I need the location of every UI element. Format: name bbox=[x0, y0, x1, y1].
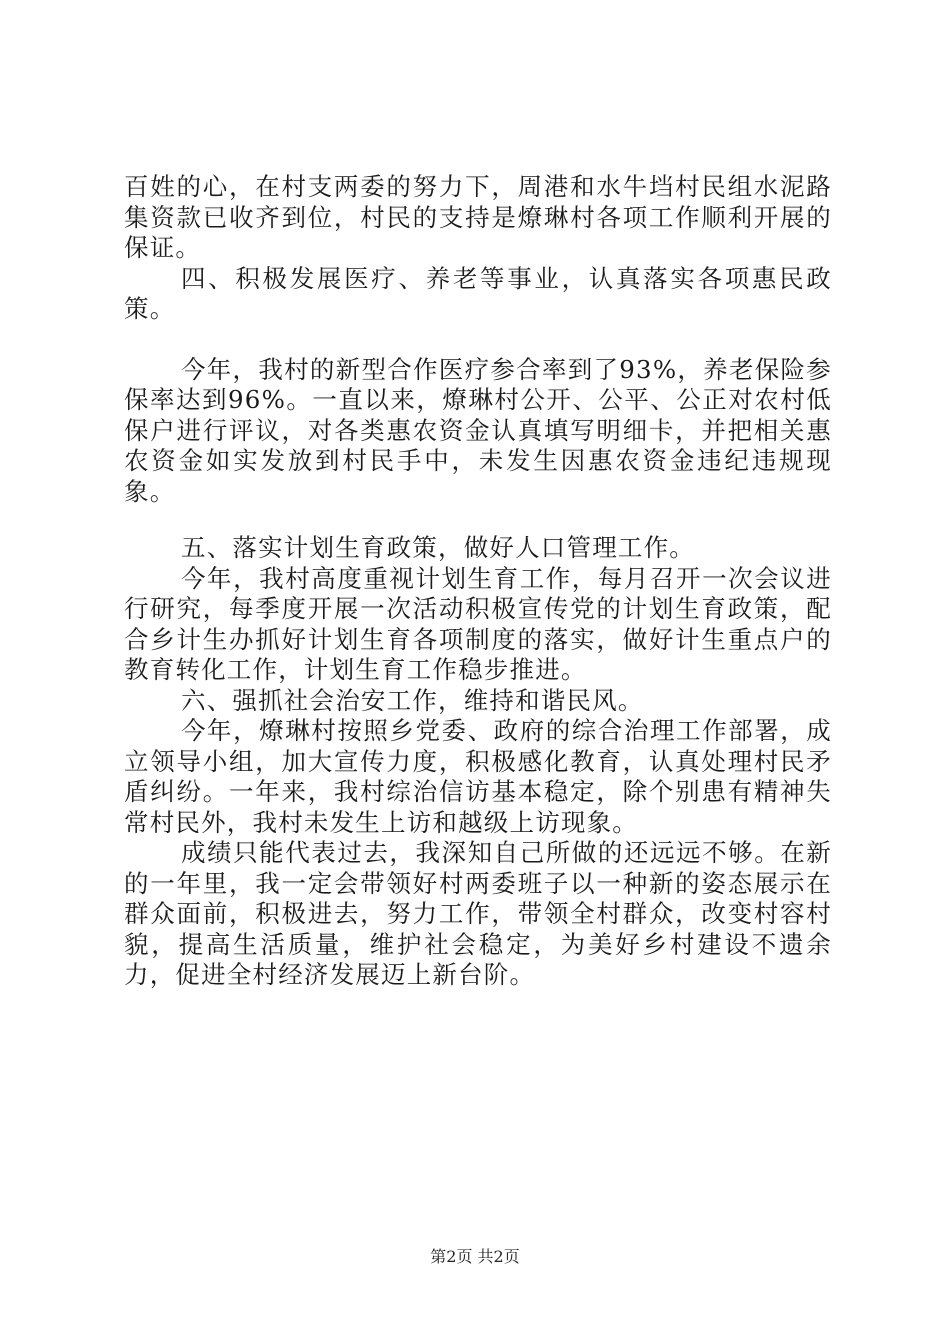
section-heading-4: 四、积极发展医疗、养老等事业，认真落实各项惠民政策。 bbox=[124, 263, 832, 323]
paragraph-medical: 今年，我村的新型合作医疗参合率到了93%，养老保险参保率达到96%。一直以来，燎琳村公开、公平、公正对农村低保户进行评议，对各类惠农资金认真填写明细卡，并把相关惠农资金如实发放到村民手中，未发生因惠农资金违纪违规现象。 bbox=[124, 354, 832, 506]
section-heading-5: 五、落实计划生育政策，做好人口管理工作。 bbox=[181, 533, 695, 562]
page-number-footer: 第2页 共2页 bbox=[430, 1247, 520, 1266]
paragraph-family-planning: 今年，我村高度重视计划生育工作，每月召开一次会议进行研究，每季度开展一次活动积极宣传党的计划生育政策，配合乡计生办抓好计划生育各项制度的落实，做好计生重点户的教育转化工作，计划生育工作稳步推进。 bbox=[124, 563, 832, 684]
document-body bbox=[124, 172, 832, 991]
paragraph-conclusion: 成绩只能代表过去，我深知自己所做的还远远不够。在新的一年里，我一定会带领好村两委班子以一种新的姿态展示在群众面前，积极进去，努力工作，带领全村群众，改变村容村貌，提高生活质量，维护社会稳定，为美好乡村建设不遗余力，促进全村经济发展迈上新台阶。 bbox=[124, 838, 832, 989]
paragraph-public-security: 今年，燎琳村按照乡党委、政府的综合治理工作部署，成立领导小组，加大宣传力度，积极感化教育，认真处理村民矛盾纠纷。一年来，我村综治信访基本稳定，除个别患有精神失常村民外，我村未发生上访和越级上访现象。 bbox=[124, 716, 832, 837]
paragraph-continuation: 百姓的心，在村支两委的努力下，周港和水牛垱村民组水泥路集资款已收齐到位，村民的支持是燎琳村各项工作顺利开展的保证。 bbox=[124, 172, 832, 262]
section-heading-6: 六、强抓社会治安工作，维持和谐民风。 bbox=[181, 685, 644, 715]
